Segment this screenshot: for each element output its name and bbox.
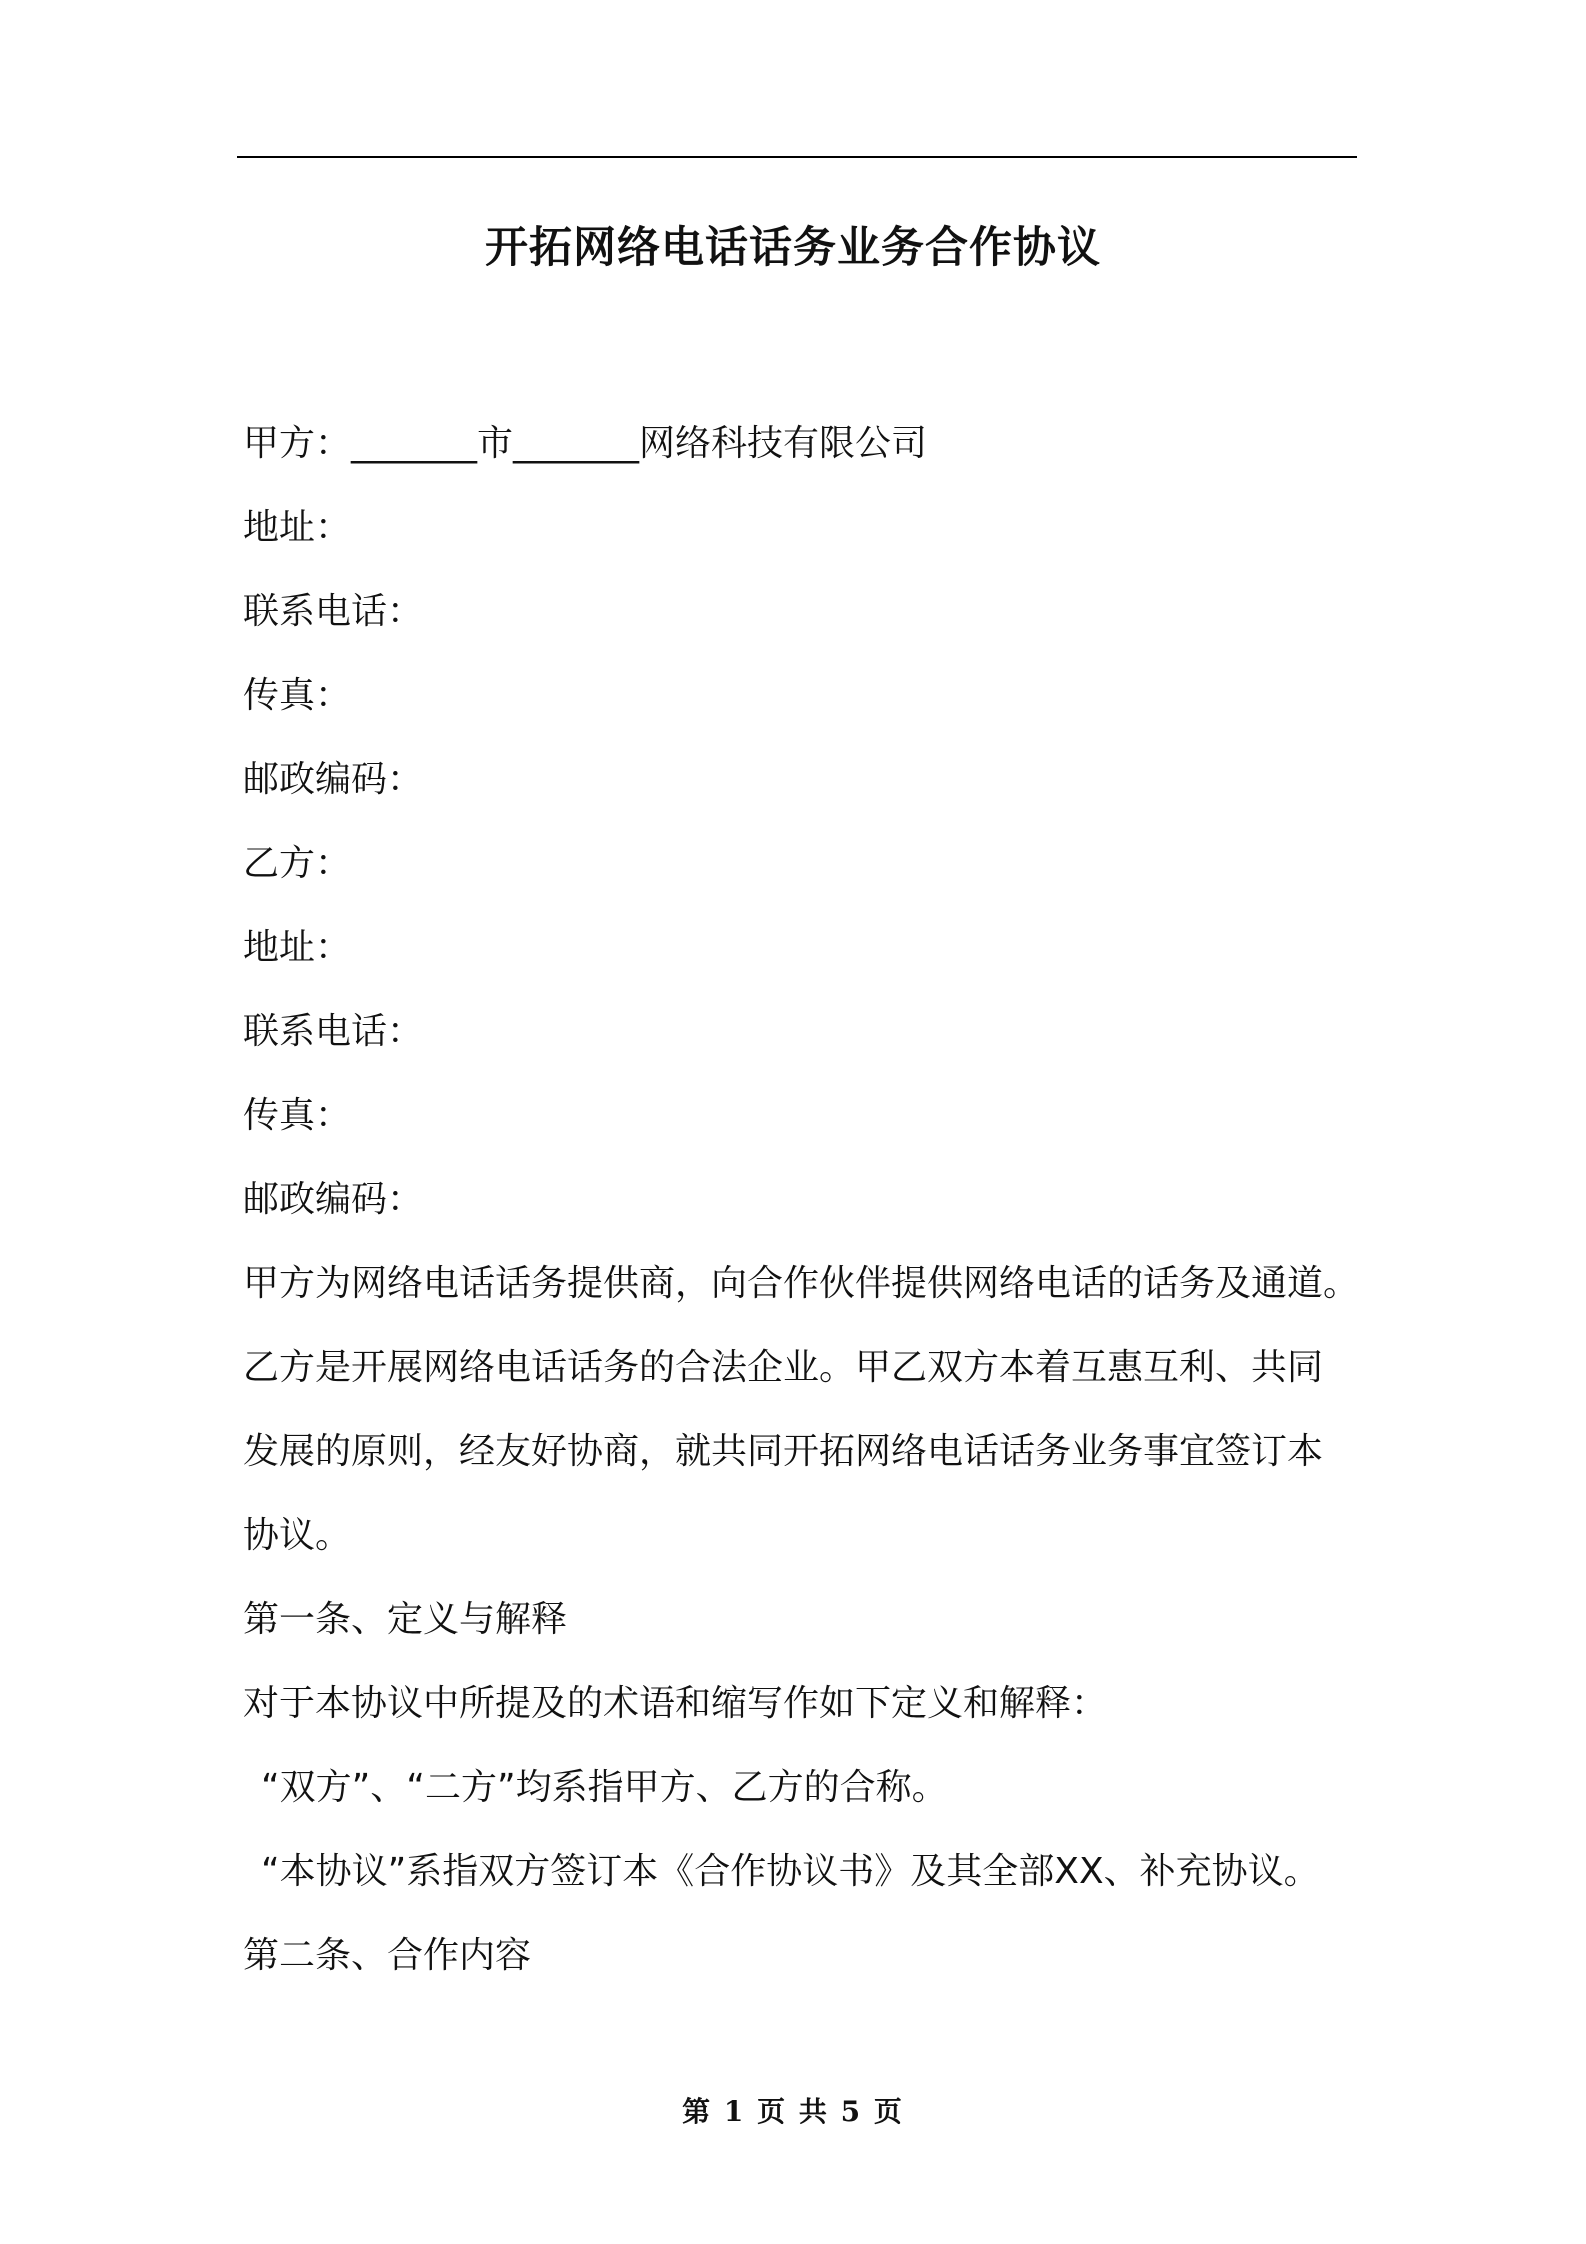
party-a-name-line: 甲方：_______市_______网络科技有限公司 [243, 423, 928, 464]
header-rule [237, 156, 1357, 158]
party-b-name-line: 乙方： [243, 843, 352, 884]
party-b-address-line: 地址： [243, 927, 352, 968]
article-1-heading: 第一条、定义与解释 [243, 1599, 568, 1640]
definition-item: “双方”、“二方”均系指甲方、乙方的合称。 [261, 1767, 948, 1808]
party-a-address-line: 地址： [243, 507, 352, 548]
party-b-phone-line: 联系电话： [243, 1011, 424, 1052]
party-b-fax-line: 传真： [243, 1095, 352, 1136]
page-number-footer: 第 1 页 共 5 页 [682, 2095, 904, 2128]
party-a-fax-line: 传真： [243, 675, 352, 716]
preamble-line: 乙方是开展网络电话话务的合法企业。甲乙双方本着互惠互利、共同 [243, 1347, 1324, 1388]
document-title: 开拓网络电话话务业务合作协议 [485, 223, 1101, 273]
definition-item: “本协议”系指双方签订本《合作协议书》及其全部XX、补充协议。 [261, 1851, 1320, 1892]
party-b-postcode-line: 邮政编码： [243, 1179, 424, 1220]
party-a-phone-line: 联系电话： [243, 591, 424, 632]
document-body [243, 402, 1383, 1998]
preamble-line: 甲方为网络电话话务提供商，向合作伙伴提供网络电话的话务及通道。 [243, 1263, 1360, 1304]
article-2-heading: 第二条、合作内容 [243, 1935, 532, 1976]
definitions-intro: 对于本协议中所提及的术语和缩写作如下定义和解释： [243, 1683, 1108, 1724]
preamble-line: 协议。 [243, 1515, 352, 1556]
preamble-line: 发展的原则，经友好协商，就共同开拓网络电话话务业务事宜签订本 [243, 1431, 1324, 1472]
party-a-postcode-line: 邮政编码： [243, 759, 424, 800]
